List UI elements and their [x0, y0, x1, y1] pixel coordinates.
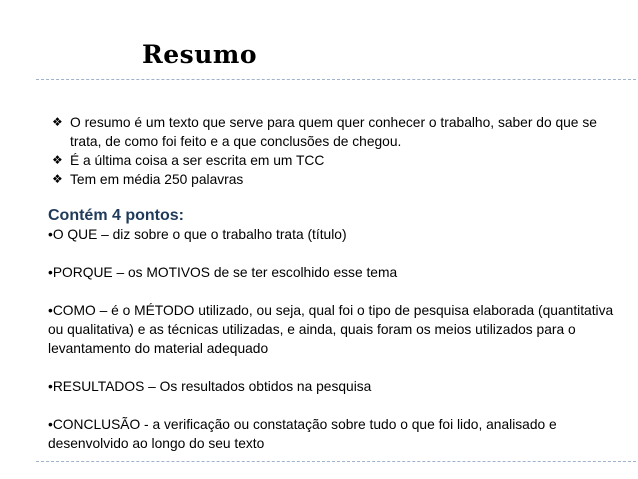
spacer — [48, 282, 623, 301]
section-heading — [48, 206, 623, 225]
bottom-divider — [36, 461, 636, 462]
point-como: •COMO – é o MÉTODO utilizado, ou seja, qual foi o tipo de pesquisa elaborada (quantitativa ou qualitativa) e as técnicas utilizadas, e ainda, quais foram os meios utilizados para o levantamento do material adequado — [48, 303, 614, 356]
spacer — [48, 244, 623, 263]
diamond-bullet-icon: ❖ — [52, 115, 63, 129]
top-divider — [36, 79, 636, 80]
point-conclusao: •CONCLUSÃO - a verificação ou constatação sobre tudo o que foi lido, analisado e desenvolvido ao longo do seu texto — [48, 417, 557, 451]
spacer — [48, 358, 623, 377]
point-resultados: •RESULTADOS – Os resultados obtidos na pesquisa — [48, 379, 372, 394]
bullet-item — [52, 151, 612, 170]
bullet-list — [52, 113, 612, 189]
section-heading-text: Contém 4 pontos — [48, 207, 179, 224]
bullet-item — [52, 170, 612, 189]
slide-title: Resumo — [142, 40, 258, 69]
diamond-bullet-icon: ❖ — [52, 172, 63, 186]
spacer — [48, 396, 623, 415]
point-porque: •PORQUE – os MOTIVOS de se ter escolhido esse tema — [48, 265, 398, 280]
diamond-bullet-icon: ❖ — [52, 153, 63, 167]
point-o-que: •O QUE – diz sobre o que o trabalho trata (título) — [48, 227, 347, 242]
bullet-text: É a última coisa a ser escrita em um TCC — [70, 153, 325, 168]
points-section — [48, 206, 623, 453]
bullet-text: Tem em média 250 palavras — [70, 172, 244, 187]
bullet-item — [52, 113, 612, 151]
bullet-text: O resumo é um texto que serve para quem quer conhecer o trabalho, saber do que se trata, de como foi feito e a que conclusões de chegou. — [70, 115, 597, 149]
section-heading-colon: : — [178, 207, 184, 224]
